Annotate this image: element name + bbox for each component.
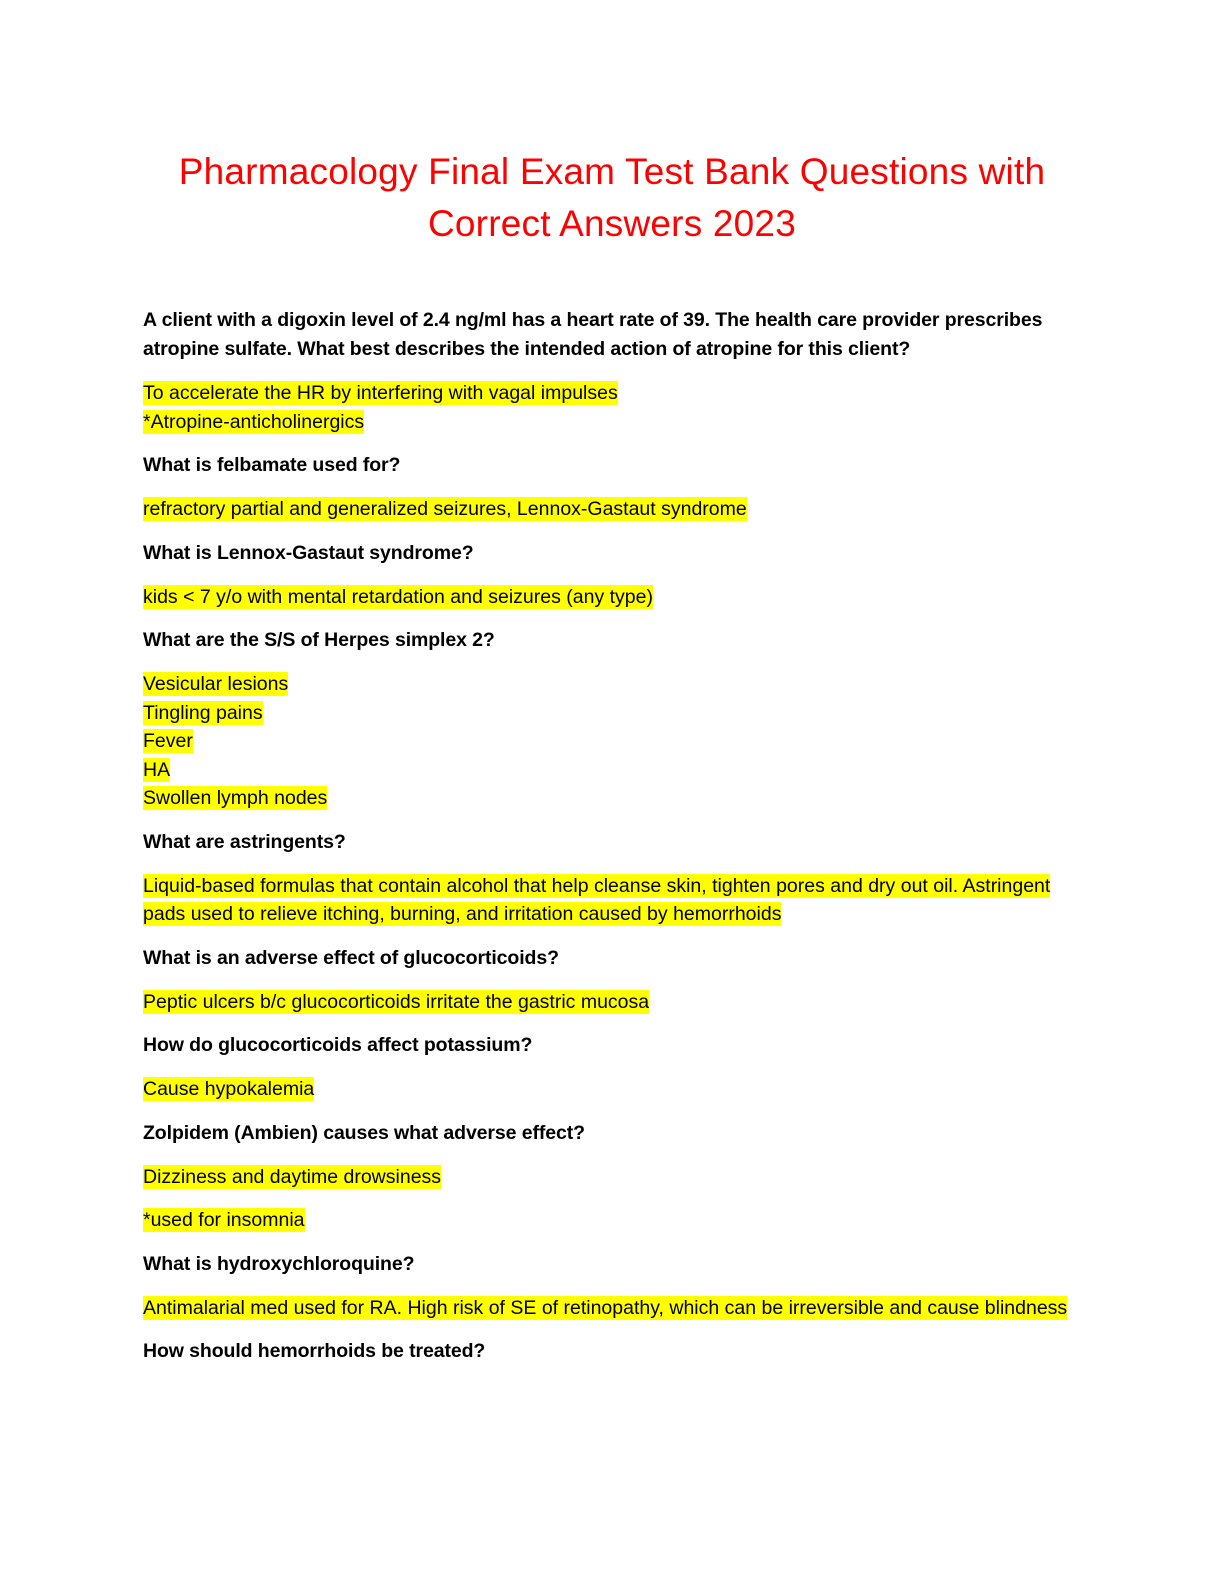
title-line-1: Pharmacology Final Exam Test Bank Questions with (178, 151, 1046, 192)
answer-6-line-1: Peptic ulcers b/c glucocorticoids irritate the gastric mucosa (143, 990, 650, 1013)
answer-3-line-1: kids < 7 y/o with mental retardation and seizures (any type) (143, 585, 653, 608)
answer-5 (143, 872, 1093, 929)
answer-5-line-1: Liquid-based formulas that contain alcohol that help cleanse skin, tighten pores and dry out oil. Astringent pads used to relieve itching, burning, and irritation caused by hemorrhoids (143, 874, 1051, 925)
answer-3 (143, 583, 1093, 612)
answer-8-note-text: *used for insomnia (143, 1209, 305, 1231)
answer-4 (143, 670, 1093, 813)
document-title (110, 146, 1114, 250)
title-line-2: Correct Answers 2023 (427, 203, 796, 244)
qa-list (143, 306, 1093, 1381)
question-7: How do glucocorticoids affect potassium? (143, 1034, 533, 1056)
answer-9-line-1: Antimalarial med used for RA. High risk of SE of retinopathy, which can be irreversible and cause blindness (143, 1296, 1068, 1319)
answer-2-line-1: refractory partial and generalized seizures, Lennox-Gastaut syndrome (143, 498, 747, 520)
question-9: What is hydroxychloroquine? (143, 1252, 415, 1275)
answer-7-line-1: Cause hypokalemia (143, 1078, 315, 1100)
answer-2 (143, 495, 1093, 524)
answer-4-line-5: Swollen lymph nodes (143, 787, 328, 809)
question-6: What is an adverse effect of glucocorticoids? (143, 946, 559, 969)
question-1: A client with a digoxin level of 2.4 ng/ml has a heart rate of 39. The health care provider prescribes atropine sulfate. What best describes the intended action of atropine for this client? (143, 309, 1043, 360)
question-2: What is felbamate used for? (143, 454, 401, 476)
question-3: What is Lennox-Gastaut syndrome? (143, 541, 474, 564)
answer-1 (143, 379, 1093, 436)
question-8: Zolpidem (Ambien) causes what adverse effect? (143, 1121, 585, 1144)
answer-9 (143, 1294, 1093, 1323)
answer-8 (143, 1163, 1093, 1192)
answer-1-line-1: To accelerate the HR by interfering with vagal impulses (143, 382, 618, 404)
answer-1-line-2: *Atropine-anticholinergics (143, 410, 365, 433)
question-4: What are the S/S of Herpes simplex 2? (143, 629, 495, 651)
answer-4-line-4: HA (143, 758, 171, 781)
answer-6 (143, 988, 1093, 1017)
answer-8-line-1: Dizziness and daytime drowsiness (143, 1165, 442, 1188)
answer-4-line-1: Vesicular lesions (143, 673, 289, 695)
question-10: How should hemorrhoids be treated? (143, 1340, 486, 1362)
answer-7 (143, 1075, 1093, 1104)
answer-8-note (143, 1206, 1093, 1235)
question-5: What are astringents? (143, 830, 346, 853)
answer-4-line-3: Fever (143, 730, 193, 752)
answer-4-line-2: Tingling pains (143, 701, 263, 724)
